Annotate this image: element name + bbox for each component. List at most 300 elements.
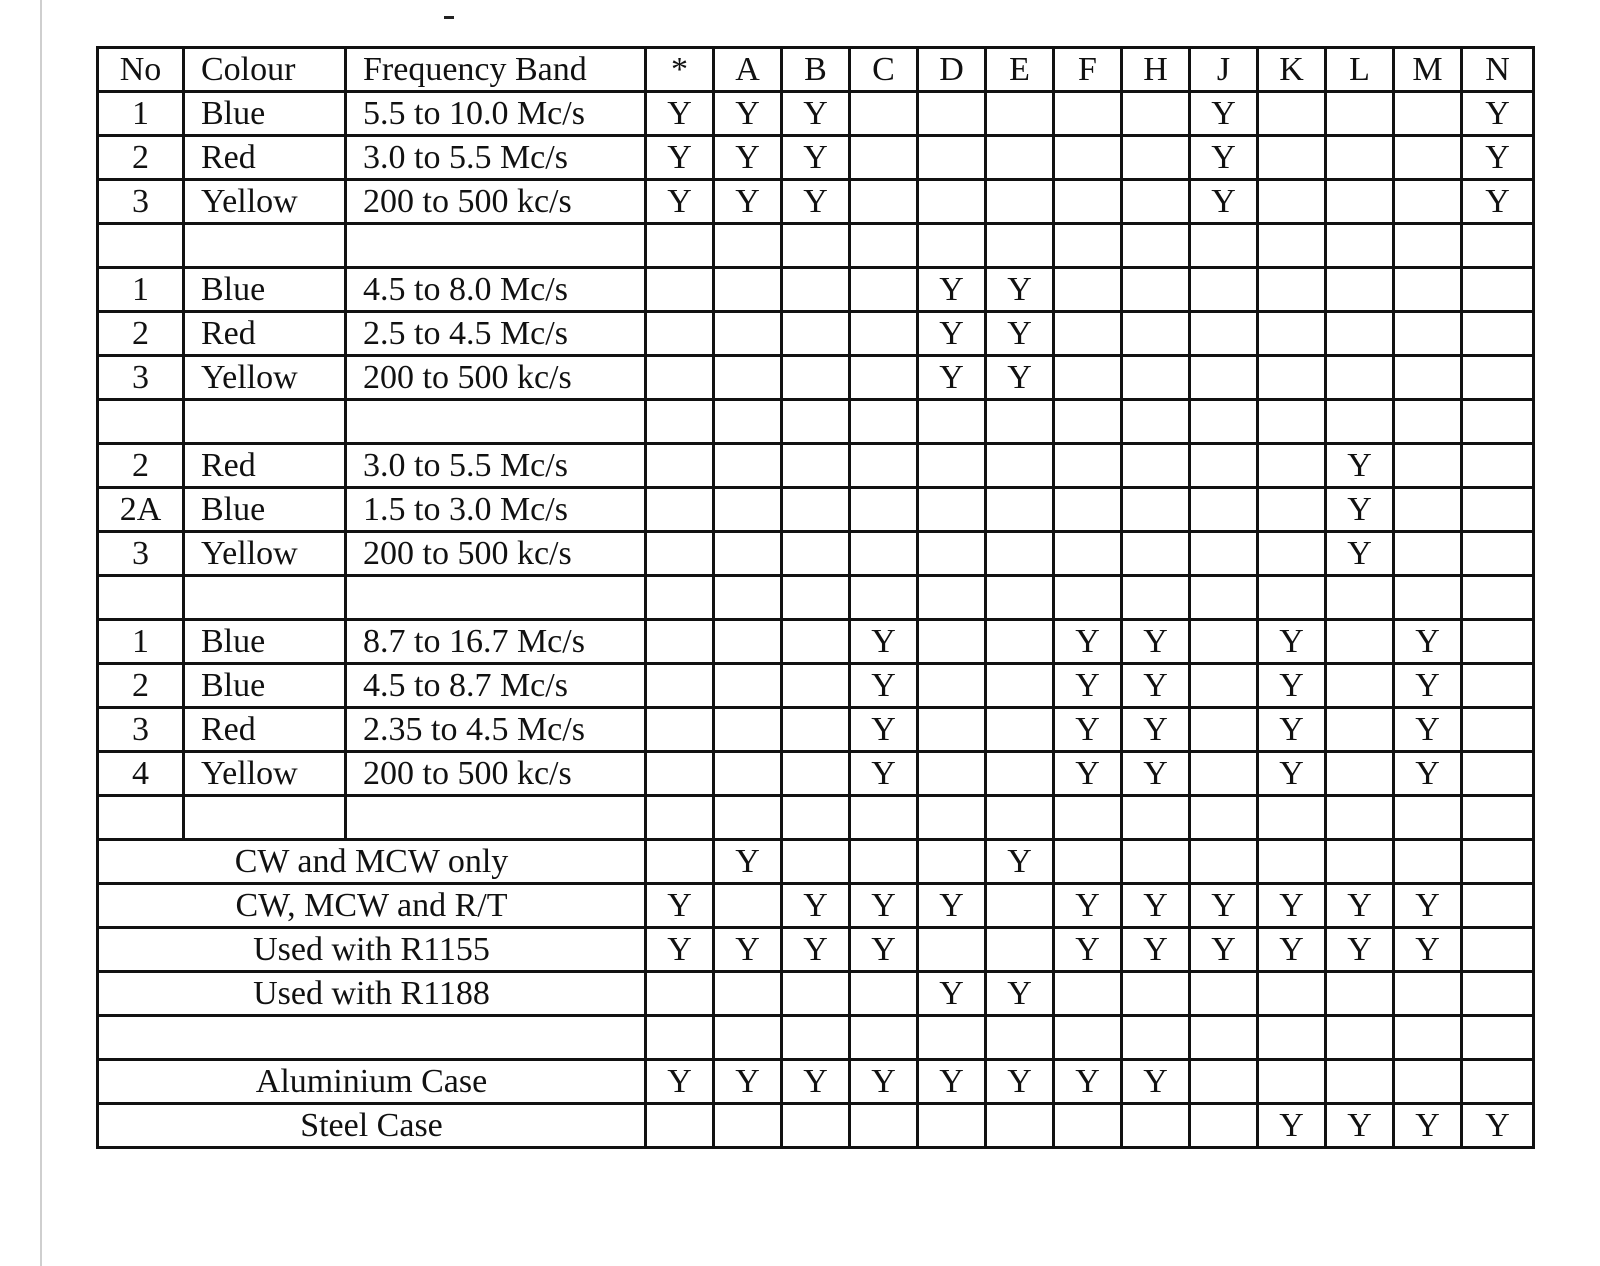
- model-flag: [782, 1016, 850, 1060]
- model-flag: Y: [1122, 1060, 1190, 1104]
- model-flag: [1054, 444, 1122, 488]
- band-row: [98, 576, 1534, 620]
- model-flag: [646, 752, 714, 796]
- model-flag: Y: [1326, 444, 1394, 488]
- model-flag: [1122, 356, 1190, 400]
- model-flag: [1054, 180, 1122, 224]
- model-flag: [1394, 180, 1462, 224]
- band-no: 3: [98, 356, 184, 400]
- model-flag: [918, 400, 986, 444]
- model-flag: [1054, 532, 1122, 576]
- model-flag: [986, 928, 1054, 972]
- model-flag: [850, 136, 918, 180]
- band-row: [98, 224, 1534, 268]
- model-flag: Y: [1326, 488, 1394, 532]
- model-flag: [1462, 488, 1534, 532]
- model-flag: [986, 664, 1054, 708]
- model-flag: Y: [782, 1060, 850, 1104]
- header-no: No: [98, 48, 184, 92]
- model-flag: [1122, 1016, 1190, 1060]
- frequency-band: [346, 576, 646, 620]
- band-colour: Blue: [184, 92, 346, 136]
- model-flag: [782, 488, 850, 532]
- model-flag: [1054, 268, 1122, 312]
- model-flag: [918, 180, 986, 224]
- model-flag: [1394, 840, 1462, 884]
- model-flag: [1122, 92, 1190, 136]
- header-row: [98, 48, 1534, 92]
- model-flag: [850, 488, 918, 532]
- model-flag: [850, 1016, 918, 1060]
- model-flag: [1190, 312, 1258, 356]
- model-flag: [918, 708, 986, 752]
- model-flag: Y: [1054, 708, 1122, 752]
- model-flag: Y: [1054, 928, 1122, 972]
- model-flag: [782, 400, 850, 444]
- model-flag: Y: [714, 136, 782, 180]
- band-row: [98, 752, 1534, 796]
- feature-row: [98, 928, 1534, 972]
- feature-row: [98, 1016, 1534, 1060]
- feature-row: [98, 884, 1534, 928]
- model-flag: [646, 312, 714, 356]
- model-flag: [986, 224, 1054, 268]
- band-row: [98, 400, 1534, 444]
- model-flag: Y: [1462, 136, 1534, 180]
- model-flag: [714, 708, 782, 752]
- model-flag: [918, 92, 986, 136]
- model-flag: [1462, 840, 1534, 884]
- model-flag: Y: [986, 268, 1054, 312]
- model-flag: [1258, 840, 1326, 884]
- model-flag: [1190, 444, 1258, 488]
- model-flag: [782, 708, 850, 752]
- model-flag: [918, 928, 986, 972]
- model-flag: Y: [1122, 620, 1190, 664]
- model-flag: [1462, 532, 1534, 576]
- model-flag: [1190, 796, 1258, 840]
- model-flag: [1122, 840, 1190, 884]
- model-flag: Y: [1258, 708, 1326, 752]
- feature-row: [98, 1104, 1534, 1148]
- model-flag: [1394, 136, 1462, 180]
- model-flag: Y: [714, 840, 782, 884]
- model-flag: Y: [782, 92, 850, 136]
- model-flag: [782, 224, 850, 268]
- model-flag: Y: [986, 972, 1054, 1016]
- model-flag: [1190, 532, 1258, 576]
- model-flag: [1462, 444, 1534, 488]
- frequency-band: 1.5 to 3.0 Mc/s: [346, 488, 646, 532]
- model-flag: Y: [1122, 928, 1190, 972]
- header-model: M: [1394, 48, 1462, 92]
- model-flag: [1054, 796, 1122, 840]
- band-row: [98, 444, 1534, 488]
- model-flag: [1054, 1104, 1122, 1148]
- model-flag: [1394, 92, 1462, 136]
- band-colour: Red: [184, 312, 346, 356]
- model-flag: Y: [1054, 884, 1122, 928]
- model-flag: [1258, 224, 1326, 268]
- model-flag: Y: [918, 972, 986, 1016]
- model-flag: [1122, 136, 1190, 180]
- band-no: 2: [98, 136, 184, 180]
- model-flag: Y: [782, 884, 850, 928]
- model-flag: [1462, 752, 1534, 796]
- band-row: [98, 708, 1534, 752]
- model-flag: [986, 488, 1054, 532]
- model-flag: [918, 752, 986, 796]
- model-flag: [1258, 92, 1326, 136]
- frequency-band: 8.7 to 16.7 Mc/s: [346, 620, 646, 664]
- model-flag: [1394, 444, 1462, 488]
- model-flag: [1394, 532, 1462, 576]
- model-flag: [1326, 224, 1394, 268]
- model-flag: [782, 312, 850, 356]
- model-flag: Y: [1394, 620, 1462, 664]
- model-flag: [646, 796, 714, 840]
- model-flag: [1326, 136, 1394, 180]
- model-flag: Y: [1054, 620, 1122, 664]
- band-colour: Yellow: [184, 180, 346, 224]
- model-flag: Y: [986, 312, 1054, 356]
- model-flag: [1054, 136, 1122, 180]
- model-flag: [1190, 576, 1258, 620]
- model-flag: [918, 664, 986, 708]
- model-flag: Y: [918, 884, 986, 928]
- band-no: 1: [98, 92, 184, 136]
- model-flag: Y: [918, 356, 986, 400]
- model-flag: [1258, 972, 1326, 1016]
- band-colour: Red: [184, 136, 346, 180]
- model-flag: [782, 356, 850, 400]
- band-colour: Red: [184, 444, 346, 488]
- model-flag: [1190, 400, 1258, 444]
- model-flag: [1394, 268, 1462, 312]
- model-flag: [1394, 356, 1462, 400]
- header-model: K: [1258, 48, 1326, 92]
- model-flag: [1326, 1060, 1394, 1104]
- model-flag: Y: [1258, 1104, 1326, 1148]
- model-flag: [782, 532, 850, 576]
- model-flag: [782, 796, 850, 840]
- band-no: 2: [98, 664, 184, 708]
- frequency-band: 200 to 500 kc/s: [346, 532, 646, 576]
- band-row: [98, 532, 1534, 576]
- model-flag: [1122, 1104, 1190, 1148]
- model-flag: [646, 708, 714, 752]
- model-flag: [1258, 488, 1326, 532]
- model-flag: [1462, 884, 1534, 928]
- feature-label: CW, MCW and R/T: [98, 884, 646, 928]
- model-flag: [1326, 400, 1394, 444]
- model-flag: [1394, 1060, 1462, 1104]
- model-flag: [850, 268, 918, 312]
- model-flag: Y: [1326, 928, 1394, 972]
- model-flag: Y: [1258, 884, 1326, 928]
- model-flag: [986, 532, 1054, 576]
- model-flag: [714, 400, 782, 444]
- header-colour: Colour: [184, 48, 346, 92]
- model-flag: Y: [646, 92, 714, 136]
- model-flag: Y: [1190, 92, 1258, 136]
- model-flag: [1122, 532, 1190, 576]
- model-flag: [646, 488, 714, 532]
- model-flag: [850, 972, 918, 1016]
- model-flag: Y: [850, 664, 918, 708]
- model-flag: Y: [714, 1060, 782, 1104]
- band-no: 2A: [98, 488, 184, 532]
- model-flag: [986, 1016, 1054, 1060]
- band-row: [98, 356, 1534, 400]
- model-flag: [782, 840, 850, 884]
- model-flag: Y: [1190, 136, 1258, 180]
- model-flag: [714, 1016, 782, 1060]
- model-flag: [1258, 356, 1326, 400]
- header-model: B: [782, 48, 850, 92]
- model-flag: [1054, 312, 1122, 356]
- model-flag: [1462, 796, 1534, 840]
- model-flag: [918, 444, 986, 488]
- model-flag: [1190, 224, 1258, 268]
- model-flag: [1326, 840, 1394, 884]
- header-model: E: [986, 48, 1054, 92]
- model-flag: Y: [646, 884, 714, 928]
- model-flag: [1258, 400, 1326, 444]
- model-flag: [714, 268, 782, 312]
- band-colour: [184, 224, 346, 268]
- model-flag: [1326, 708, 1394, 752]
- model-flag: [918, 796, 986, 840]
- model-flag: [1258, 576, 1326, 620]
- model-flag: [1190, 1104, 1258, 1148]
- model-flag: Y: [850, 708, 918, 752]
- model-flag: [1054, 356, 1122, 400]
- model-flag: [1258, 136, 1326, 180]
- model-flag: [1394, 224, 1462, 268]
- model-flag: [1326, 664, 1394, 708]
- model-flag: [714, 752, 782, 796]
- model-flag: [1394, 400, 1462, 444]
- feature-row: [98, 972, 1534, 1016]
- model-flag: [782, 576, 850, 620]
- model-flag: [1054, 972, 1122, 1016]
- model-flag: [1394, 576, 1462, 620]
- frequency-band: [346, 224, 646, 268]
- model-flag: [986, 400, 1054, 444]
- model-flag: [714, 224, 782, 268]
- model-flag: [850, 1104, 918, 1148]
- frequency-band: 2.5 to 4.5 Mc/s: [346, 312, 646, 356]
- model-flag: [918, 840, 986, 884]
- band-no: [98, 576, 184, 620]
- band-colour: Blue: [184, 664, 346, 708]
- feature-label: Aluminium Case: [98, 1060, 646, 1104]
- model-flag: [1190, 708, 1258, 752]
- header-model: L: [1326, 48, 1394, 92]
- header-model: H: [1122, 48, 1190, 92]
- model-flag: Y: [1054, 664, 1122, 708]
- model-flag: Y: [1462, 180, 1534, 224]
- model-flag: [646, 620, 714, 664]
- model-flag: Y: [1190, 884, 1258, 928]
- model-flag: [850, 576, 918, 620]
- model-flag: [918, 620, 986, 664]
- band-colour: [184, 400, 346, 444]
- model-flag: [646, 356, 714, 400]
- model-flag: Y: [1394, 664, 1462, 708]
- model-flag: [782, 664, 850, 708]
- band-no: 4: [98, 752, 184, 796]
- model-flag: Y: [1122, 664, 1190, 708]
- band-colour: Yellow: [184, 532, 346, 576]
- model-flag: [986, 92, 1054, 136]
- model-flag: [1122, 488, 1190, 532]
- model-flag: Y: [1326, 1104, 1394, 1148]
- model-flag: [714, 620, 782, 664]
- model-flag: [850, 180, 918, 224]
- model-flag: Y: [1190, 180, 1258, 224]
- model-flag: [986, 620, 1054, 664]
- model-flag: [1258, 312, 1326, 356]
- model-flag: Y: [782, 180, 850, 224]
- model-flag: [1462, 1060, 1534, 1104]
- model-flag: [850, 444, 918, 488]
- model-flag: [1462, 400, 1534, 444]
- model-flag: [1258, 180, 1326, 224]
- band-no: [98, 224, 184, 268]
- frequency-band: 2.35 to 4.5 Mc/s: [346, 708, 646, 752]
- model-flag: [1326, 356, 1394, 400]
- model-flag: [1462, 620, 1534, 664]
- frequency-band: 5.5 to 10.0 Mc/s: [346, 92, 646, 136]
- model-flag: [1258, 268, 1326, 312]
- model-flag: Y: [1394, 752, 1462, 796]
- model-flag: [646, 268, 714, 312]
- model-flag: [986, 884, 1054, 928]
- model-flag: Y: [646, 136, 714, 180]
- model-flag: Y: [850, 620, 918, 664]
- band-no: 3: [98, 532, 184, 576]
- band-colour: Yellow: [184, 752, 346, 796]
- model-flag: [986, 796, 1054, 840]
- model-flag: [850, 400, 918, 444]
- model-flag: [850, 224, 918, 268]
- page-edge-line: [40, 0, 42, 1266]
- model-flag: Y: [918, 312, 986, 356]
- model-flag: [646, 664, 714, 708]
- model-flag: [1394, 1016, 1462, 1060]
- band-colour: Blue: [184, 488, 346, 532]
- model-flag: [782, 444, 850, 488]
- model-flag: [1190, 620, 1258, 664]
- model-flag: [646, 576, 714, 620]
- model-flag: Y: [986, 1060, 1054, 1104]
- model-flag: [1462, 928, 1534, 972]
- model-flag: [1326, 268, 1394, 312]
- model-flag: [1054, 488, 1122, 532]
- feature-label: CW and MCW only: [98, 840, 646, 884]
- model-flag: [646, 532, 714, 576]
- page-mark: [444, 16, 454, 19]
- model-flag: [1462, 268, 1534, 312]
- model-flag: Y: [1462, 92, 1534, 136]
- model-flag: Y: [1394, 1104, 1462, 1148]
- feature-row: [98, 840, 1534, 884]
- model-flag: [714, 664, 782, 708]
- model-flag: [1462, 224, 1534, 268]
- model-flag: [850, 92, 918, 136]
- model-flag: Y: [986, 840, 1054, 884]
- model-flag: [918, 488, 986, 532]
- model-flag: Y: [1394, 884, 1462, 928]
- model-flag: [1462, 576, 1534, 620]
- model-flag: [850, 532, 918, 576]
- model-flag: [714, 444, 782, 488]
- band-row: [98, 488, 1534, 532]
- model-flag: [1054, 576, 1122, 620]
- model-flag: Y: [918, 268, 986, 312]
- model-flag: [782, 752, 850, 796]
- model-flag: Y: [1122, 752, 1190, 796]
- model-flag: Y: [1258, 664, 1326, 708]
- band-row: [98, 312, 1534, 356]
- model-flag: Y: [1462, 1104, 1534, 1148]
- model-flag: [986, 136, 1054, 180]
- feature-row: [98, 1060, 1534, 1104]
- frequency-band: 200 to 500 kc/s: [346, 180, 646, 224]
- model-flag: [782, 1104, 850, 1148]
- header-model: A: [714, 48, 782, 92]
- model-flag: Y: [714, 92, 782, 136]
- model-flag: [1326, 620, 1394, 664]
- model-flag: Y: [1122, 708, 1190, 752]
- model-flag: [1122, 796, 1190, 840]
- model-flag: [1462, 708, 1534, 752]
- model-flag: Y: [646, 928, 714, 972]
- model-flag: [1190, 1016, 1258, 1060]
- model-flag: [1258, 1016, 1326, 1060]
- model-flag: [646, 224, 714, 268]
- model-flag: Y: [918, 1060, 986, 1104]
- feature-label: [98, 1016, 646, 1060]
- model-flag: [986, 708, 1054, 752]
- model-flag: [646, 444, 714, 488]
- model-flag: [714, 576, 782, 620]
- model-flag: [918, 1016, 986, 1060]
- frequency-band: 200 to 500 kc/s: [346, 752, 646, 796]
- model-flag: [918, 1104, 986, 1148]
- frequency-band: 3.0 to 5.5 Mc/s: [346, 136, 646, 180]
- model-flag: [714, 1104, 782, 1148]
- model-flag: Y: [850, 752, 918, 796]
- model-flag: Y: [1258, 620, 1326, 664]
- header-model: J: [1190, 48, 1258, 92]
- model-flag: [714, 532, 782, 576]
- model-flag: Y: [646, 1060, 714, 1104]
- model-flag: [986, 444, 1054, 488]
- model-flag: [918, 576, 986, 620]
- model-flag: [714, 488, 782, 532]
- feature-label: Used with R1155: [98, 928, 646, 972]
- frequency-band: 4.5 to 8.7 Mc/s: [346, 664, 646, 708]
- model-flag: [1326, 92, 1394, 136]
- model-flag: [1122, 268, 1190, 312]
- model-flag: [782, 972, 850, 1016]
- model-flag: [782, 268, 850, 312]
- table-body: [98, 92, 1534, 1148]
- model-flag: [1190, 268, 1258, 312]
